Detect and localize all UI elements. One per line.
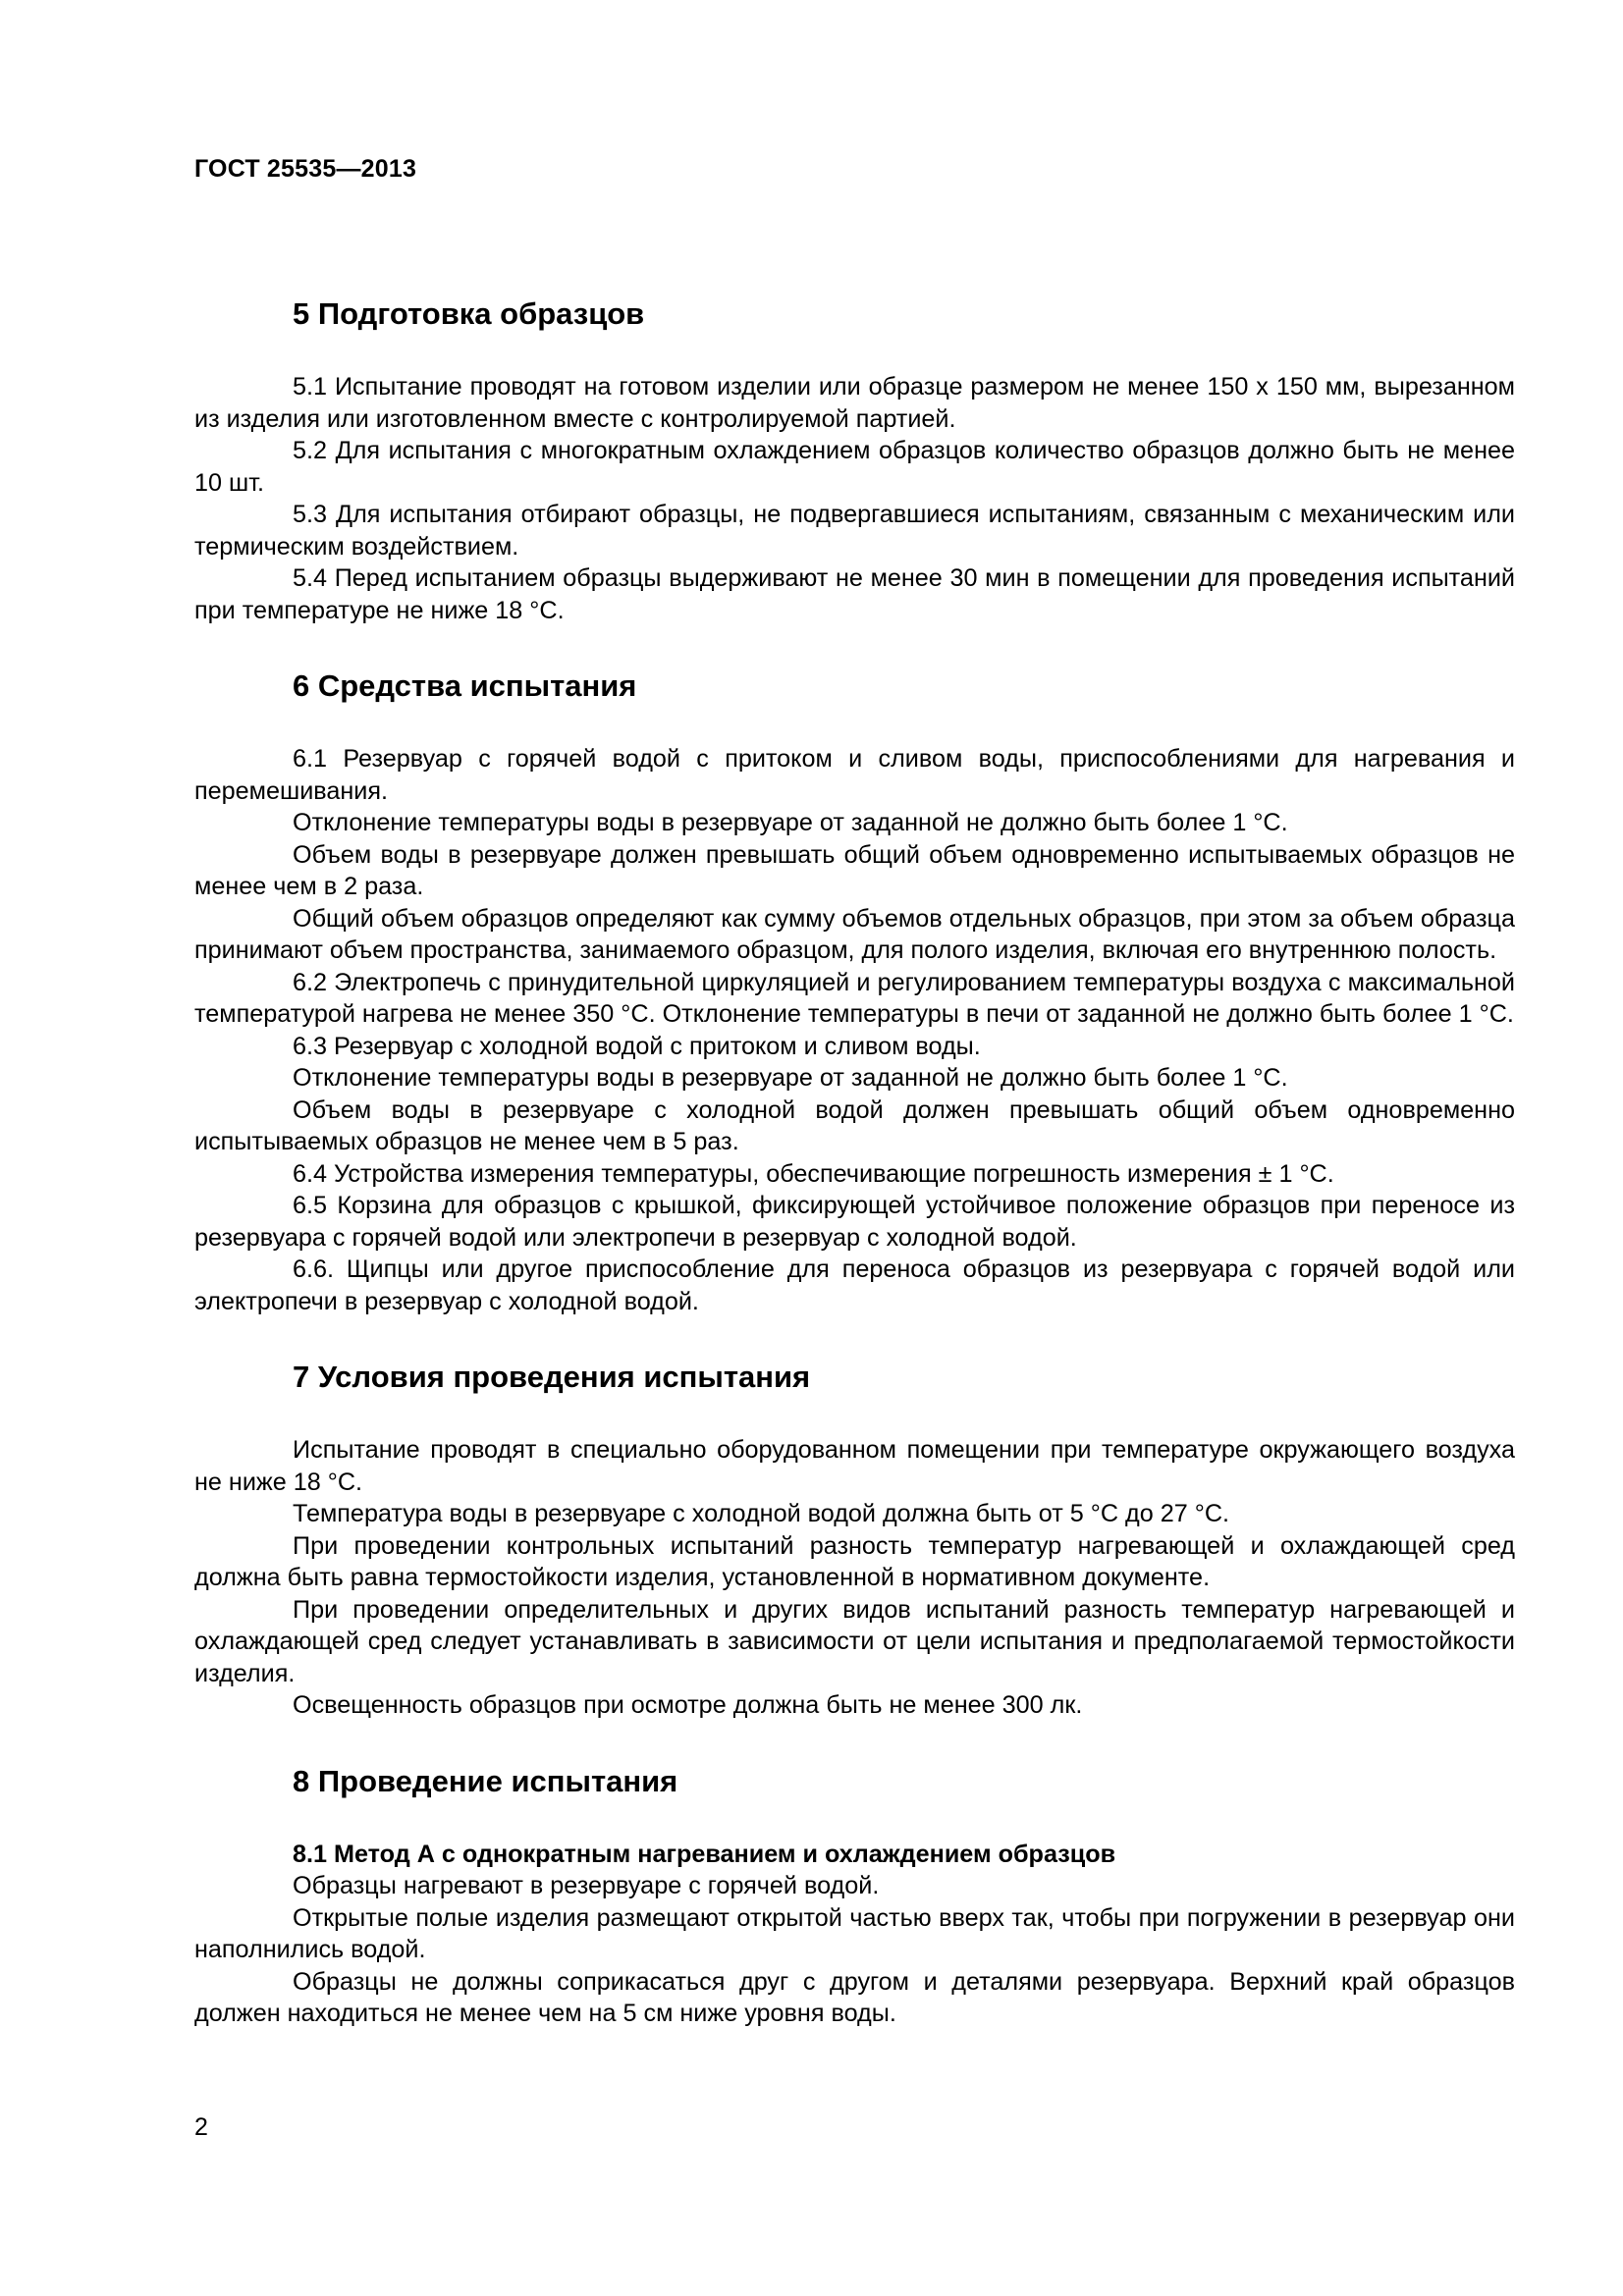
paragraph: 6.5 Корзина для образцов с крышкой, фиксирующей устойчивое положение образцов при переносе из резервуара с горячей водой или электропечи в резервуар с холодной водой. — [194, 1192, 1515, 1252]
paragraph: 6.2 Электропечь с принудительной циркуляцией и регулированием температуры воздуха с максимальной температурой нагрева не менее 350 °С. Отклонение температуры в печи от заданной не должно быть более 1 °С. — [194, 968, 1515, 1028]
paragraph: При проведении определительных и других видов испытаний разность температур нагревающей и охлаждающей сред следует устанавливать в зависимости от цели испытания и предполагаемой термостойкости изделия. — [194, 1595, 1515, 1687]
subsection-8-1-title: 8.1 Метод А с однократным нагреванием и охлаждением образцов — [293, 1840, 1116, 1868]
paragraph: Температура воды в резервуаре с холодной водой должна быть от 5 °С до 27 °С. — [293, 1500, 1230, 1527]
paragraph: 5.2 Для испытания с многократным охлаждением образцов количество образцов должно быть не менее 10 шт. — [194, 437, 1515, 497]
paragraph: Образцы нагревают в резервуаре с горячей водой. — [293, 1872, 880, 1899]
paragraph: 5.4 Перед испытанием образцы выдерживают не менее 30 мин в помещении для проведения испытаний при температуре не ниже 18 °С. — [194, 564, 1515, 624]
paragraph: Объем воды в резервуаре должен превышать общий объем одновременно испытываемых образцов не менее чем в 2 раза. — [194, 840, 1515, 900]
section-7 — [194, 1358, 1515, 1722]
document-body — [194, 294, 1515, 2030]
paragraph: Отклонение температуры воды в резервуаре от заданной не должно быть более 1 °С. — [293, 1064, 1288, 1092]
paragraph: 6.4 Устройства измерения температуры, обеспечивающие погрешность измерения ± 1 °С. — [293, 1159, 1334, 1188]
paragraph: Образцы не должны соприкасаться друг с другом и деталями резервуара. Верхний край образцов должен находиться не менее чем на 5 см ниже уровня воды. — [194, 1967, 1515, 2027]
section-8 — [194, 1762, 1515, 2030]
page-number: 2 — [194, 2113, 208, 2141]
paragraph: 5.1 Испытание проводят на готовом изделии или образце размером не менее 150 х 150 мм, вырезанном из изделия или изготовленном вместе с контролируемой партией. — [194, 373, 1515, 433]
paragraph: Отклонение температуры воды в резервуаре от заданной не должно быть более 1 °С. — [293, 809, 1288, 836]
paragraph: Освещенность образцов при осмотре должна быть не менее 300 лк. — [293, 1691, 1083, 1719]
paragraph: 6.3 Резервуар с холодной водой с притоком и сливом воды. — [293, 1032, 981, 1060]
section-8-title: 8 Проведение испытания — [293, 1763, 678, 1798]
paragraph: 6.1 Резервуар с горячей водой с притоком и сливом воды, приспособлениями для нагревания и перемешивания. — [194, 745, 1515, 805]
document-header: ГОСТ 25535—2013 — [194, 155, 417, 183]
paragraph: Открытые полые изделия размещают открытой частью вверх так, чтобы при погружении в резервуар они наполнились водой. — [194, 1903, 1515, 1963]
paragraph: 5.3 Для испытания отбирают образцы, не подвергавшиеся испытаниям, связанным с механическим или термическим воздействием. — [194, 501, 1515, 561]
section-6-title: 6 Средства испытания — [293, 668, 637, 703]
section-7-title: 7 Условия проведения испытания — [293, 1360, 811, 1394]
paragraph: Объем воды в резервуаре с холодной водой должен превышать общий объем одновременно испытываемых образцов не менее чем в 5 раз. — [194, 1095, 1515, 1155]
section-6 — [194, 667, 1515, 1317]
paragraph: При проведении контрольных испытаний разность температур нагревающей и охлаждающей сред должна быть равна термостойкости изделия, установленной в нормативном документе. — [194, 1531, 1515, 1591]
paragraph: 6.6. Щипцы или другое приспособление для переноса образцов из резервуара с горячей водой или электропечи в резервуар с холодной водой. — [194, 1255, 1515, 1315]
paragraph: Испытание проводят в специально оборудованном помещении при температуре окружающего воздуха не ниже 18 °С. — [194, 1436, 1515, 1496]
section-5-title: 5 Подготовка образцов — [293, 296, 645, 331]
section-5 — [194, 294, 1515, 626]
paragraph: Общий объем образцов определяют как сумму объемов отдельных образцов, при этом за объем образца принимают объем пространства, занимаемого образцом, для полого изделия, включая его внутреннюю полость. — [194, 904, 1515, 964]
